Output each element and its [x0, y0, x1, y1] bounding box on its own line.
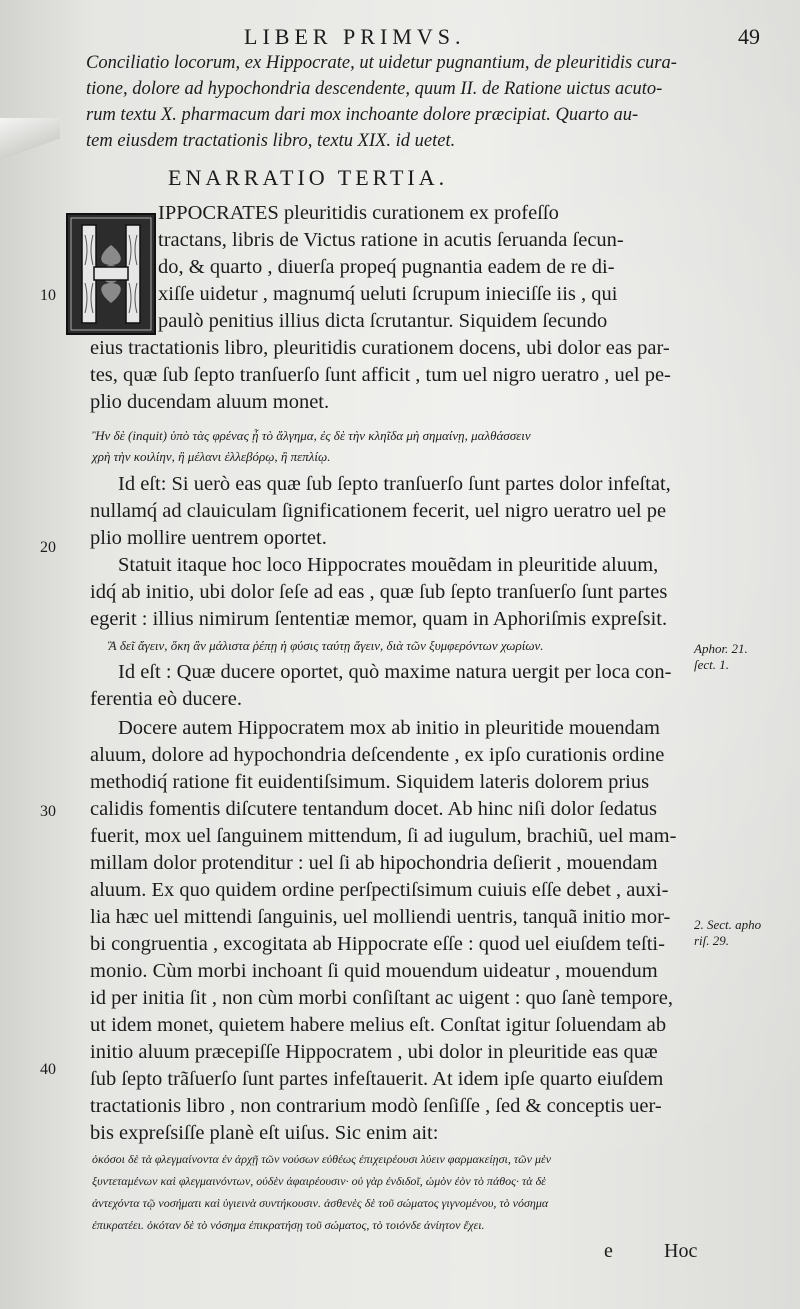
text-line: bis expreſsiſſe planè eſt uiſus. Sic enim ait: [90, 1122, 439, 1144]
summary-line: tione, dolore ad hypochondria descendente, quum II. de Ratione uictus acuto- [86, 79, 663, 99]
margin-note-line: Aphor. 21. [694, 641, 748, 656]
margin-note-line: ſect. 1. [694, 657, 730, 672]
greek-quote-line: ὁκόσοι δὲ τὰ φλεγμαίνοντα ἐν ἀρχῇ τῶν νούσων εὐθέως ἐπιχειρέουσι λύειν φαρμακείῃσι, τῶν μὲν [92, 1152, 552, 1166]
text-line: fuerit, mox uel ſanguinem mittendum, ſi ad iugulum, brachiũ, uel mam- [90, 825, 677, 847]
greek-quote-line: Ἢν δὲ (inquit) ὑπὸ τὰς φρένας ᾖ τὸ ἄλγημα, ἐς δὲ τὴν κληῖδα μὴ σημαίνῃ, μαλθάσσειν [92, 428, 531, 443]
text-line: methodiq́ ratione fit euidentiſsimum. Siquidem lateris dolorem prius [90, 771, 650, 793]
margin-note [694, 917, 761, 949]
text-line: calidis fomentis diſcutere tentandum docet. Ab hinc niſi dolor ſedatus [90, 798, 658, 820]
section-heading: ENARRATIO TERTIA. [168, 165, 449, 190]
text-line: ferentia eò ducere. [90, 688, 242, 710]
text-line: Docere autem Hippocratem mox ab initio in pleuritide mouendam [118, 717, 660, 739]
summary-line: tem eiusdem tractationis libro, textu XIX. id uetet. [86, 131, 456, 151]
text-line: initio aluum præcepiſſe Hippocratem , ubi dolor in pleuritide eas quæ [90, 1041, 658, 1063]
text-line: Id eſt : Quæ ducere oportet, quò maxime natura uergit per loca con- [118, 661, 672, 683]
text-line: aluum. Ex quo quidem ordine perſpectiſsimum cuiuis eſſe debet , auxi- [90, 879, 669, 901]
greek-quote-line: ἐπικρατέει. ὁκόταν δὲ τὸ νόσημα ἐπικρατήσῃ τοῦ σώματος, τὸ τοιόνδε ἀνίητον ἔχει. [92, 1218, 485, 1232]
page-number: 49 [738, 24, 760, 49]
text-line: id per initia ſit , non cùm morbi conſiſtant ac uigent : quo ſanè tempore, [90, 987, 673, 1009]
text-line: plio ducendam aluum monet. [90, 391, 330, 413]
text-line: monio. Cùm morbi inchoant ſi quid mouendum uideatur , mouendum [90, 960, 658, 982]
decorated-initial-h [66, 213, 156, 335]
text-line: lia hæc uel mittendi ſanguinis, uel molliendi uentris, tanquã initio mor- [90, 906, 671, 928]
text-line: paulò penitius illius dicta ſcrutantur. Siquidem ſecundo [158, 310, 608, 332]
text-line: egerit : illius nimirum ſententiæ memor, quam in Aphoriſmis expreſsit. [90, 608, 668, 630]
margin-note-line: riſ. 29. [694, 933, 730, 948]
text-line: eius tractationis libro, pleuritidis curationem docens, ubi dolor eas par- [90, 337, 670, 359]
text-line: Statuit itaque hoc loco Hippocrates mouẽdam in pleuritide aluum, [118, 554, 659, 576]
catchword: Hoc [664, 1240, 698, 1262]
text-line: tractationis libro , non contrarium modò ſenſiſſe , ſed & conceptis uer- [90, 1095, 662, 1117]
running-head: LIBER PRIMVS. [244, 24, 466, 49]
text-line: xiſſe uidetur , magnumq́ ueluti ſcrupum inieciſſe iis , qui [158, 283, 618, 305]
text-line: aluum, dolore ad hypochondria deſcendente , ex ipſo curationis ordine [90, 744, 665, 766]
signature-mark: e [604, 1240, 613, 1262]
greek-quote-line: ξυντεταμένων καὶ φλεγμαινόντων, οὐδὲν ἀφαιρέουσιν· οὐ γὰρ ἐνδιδοῖ, ὠμὸν ἐὸν τὸ πάθος· τὰ δὲ [92, 1174, 546, 1188]
line-number: 10 [40, 287, 56, 304]
text-line: bi congruentia , excogitata ab Hippocrate eſſe : quod uel eiuſdem teſti- [90, 933, 665, 955]
line-number: 20 [40, 539, 56, 556]
text-line: IPPOCRATES pleuritidis curationem ex profeſſo [158, 202, 559, 224]
folded-corner [0, 118, 60, 166]
margin-note [694, 641, 748, 673]
greek-quote-line: Ἃ δεῖ ἄγειν, ὅκη ἂν μάλιστα ῥέπῃ ἡ φύσις ταύτῃ ἄγειν, διὰ τῶν ξυμφερόντων χωρίων. [108, 638, 544, 653]
text-line: millam dolor protenditur : uel ſi ab hipochondria deſierit , mouendam [90, 852, 658, 874]
greek-quote-line: χρὴ τὴν κοιλίην, ἢ μέλανι ἐλλεβόρῳ, ἢ πεπλίῳ. [92, 449, 331, 464]
text-line: plio mollire uentrem oportet. [90, 527, 327, 549]
chapter-summary [86, 50, 686, 154]
text-line: idq́ ab initio, ubi dolor ſeſe ad eas , quæ ſub ſepto tranſuerſo ſunt partes [90, 581, 668, 603]
text-line: Id eſt: Si uerò eas quæ ſub ſepto tranſuerſo ſunt partes dolor infeſtat, [118, 473, 671, 495]
text-line: tes, quæ ſub ſepto tranſuerſo ſunt afficit , tum uel nigro ueratro , uel pe- [90, 364, 671, 386]
summary-line: Conciliatio locorum, ex Hippocrate, ut uidetur pugnantium, de pleuritidis cura- [86, 53, 677, 73]
line-number: 40 [40, 1061, 56, 1078]
text-line: nullamq́ ad clauiculam ſignificationem fecerit, uel nigro ueratro uel pe [90, 500, 667, 522]
summary-line: rum textu X. pharmacum dari mox inchoante dolore præcipiat. Quarto au- [86, 105, 639, 125]
greek-quote-line: ἀντεχόντα τῷ νοσήματι καὶ ὑγιεινὰ συντήκουσιν. ἀσθενὲς δὲ τοῦ σώματος γιγνομένου, τὸ νόσημα [92, 1196, 549, 1210]
line-number: 30 [40, 803, 56, 820]
text-line: tractans, libris de Victus ratione in acutis ſeruanda ſecun- [158, 229, 624, 251]
margin-note-line: 2. Sect. apho [694, 917, 762, 932]
text-line: ſub ſepto trãſuerſo ſunt partes infeſtauerit. At idem ipſe quarto eiuſdem [90, 1068, 664, 1090]
text-line: do, & quarto , diuerſa propeq́ pugnantia eadem de re di- [158, 256, 615, 278]
text-line: ut idem monet, quietem habere melius eſt. Conſtat igitur ſoluendam ab [90, 1014, 667, 1036]
